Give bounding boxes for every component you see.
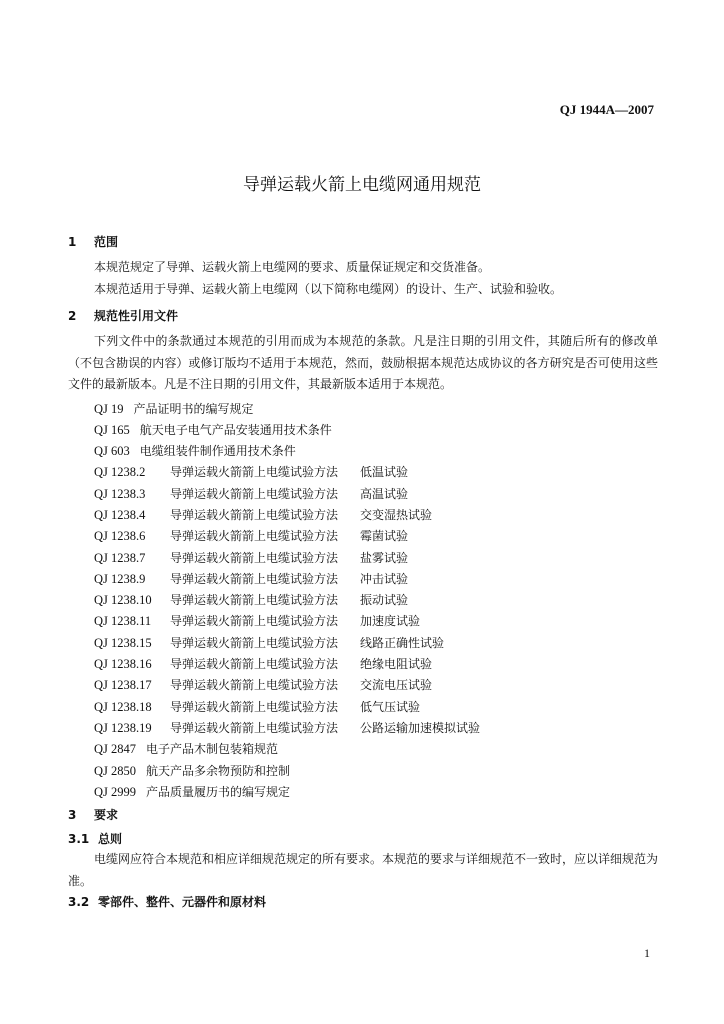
reference-title: 航天电子电气产品安装通用技术条件 <box>139 422 332 437</box>
reference-subtitle: 线路正确性试验 <box>360 635 445 650</box>
page-number: 1 <box>644 946 650 960</box>
reference-item <box>94 548 658 569</box>
reference-item <box>94 462 658 483</box>
reference-item <box>94 633 658 654</box>
reference-subtitle: 交流电压试验 <box>360 678 433 693</box>
subsection-3-1-heading <box>68 829 658 849</box>
reference-item <box>94 761 658 782</box>
section-1-heading <box>68 232 658 252</box>
reference-item <box>94 675 658 696</box>
reference-code: QJ 1238.6 <box>94 529 146 544</box>
reference-item <box>94 782 658 803</box>
section-3-heading <box>68 805 658 825</box>
reference-code: QJ 165 <box>94 422 130 437</box>
subsection-number: 3.2 <box>68 895 90 910</box>
reference-subtitle: 加速度试验 <box>360 614 421 629</box>
reference-title: 航天产品多余物预防和控制 <box>146 763 291 778</box>
reference-title: 导弹运载火箭箭上电缆试验方法 <box>170 465 339 480</box>
reference-subtitle: 公路运输加速模拟试验 <box>360 720 481 735</box>
reference-subtitle: 交变湿热试验 <box>360 507 433 522</box>
reference-code: QJ 1238.7 <box>94 550 146 565</box>
reference-title: 导弹运载火箭箭上电缆试验方法 <box>170 529 339 544</box>
reference-code: QJ 2999 <box>94 784 137 799</box>
section-title: 规范性引用文件 <box>94 309 179 323</box>
reference-list <box>94 399 658 804</box>
paragraph: 本规范适用于导弹、运载火箭上电缆网（以下简称电缆网）的设计、生产、试验和验收。 <box>94 281 563 296</box>
reference-code: QJ 2850 <box>94 763 137 778</box>
reference-code: QJ 1238.18 <box>94 699 152 714</box>
reference-item <box>94 399 658 420</box>
reference-subtitle: 高温试验 <box>360 486 409 501</box>
reference-title: 导弹运载火箭箭上电缆试验方法 <box>170 657 339 672</box>
subsection-3-2-heading <box>68 892 658 912</box>
reference-code: QJ 1238.4 <box>94 507 146 522</box>
reference-title: 导弹运载火箭箭上电缆试验方法 <box>170 699 339 714</box>
reference-title: 电缆组装件制作通用技术条件 <box>139 444 296 459</box>
document-body <box>68 232 658 912</box>
subsection-title: 零部件、整件、元器件和原材料 <box>98 895 267 910</box>
reference-item <box>94 441 658 462</box>
reference-subtitle: 低温试验 <box>360 465 409 480</box>
reference-subtitle: 振动试验 <box>360 593 409 608</box>
reference-code: QJ 603 <box>94 444 130 459</box>
reference-code: QJ 1238.3 <box>94 486 146 501</box>
reference-title: 电子产品木制包装箱规范 <box>146 742 279 757</box>
section-number: 2 <box>68 309 77 323</box>
reference-title: 导弹运载火箭箭上电缆试验方法 <box>170 720 339 735</box>
reference-title: 导弹运载火箭箭上电缆试验方法 <box>170 571 339 586</box>
section-title: 范围 <box>94 235 119 249</box>
section-title: 要求 <box>94 808 119 823</box>
reference-item <box>94 569 658 590</box>
reference-title: 产品证明书的编写规定 <box>133 401 254 416</box>
reference-item <box>94 484 658 505</box>
document-title: 导弹运载火箭上电缆网通用规范 <box>243 175 481 195</box>
section-number: 3 <box>68 808 77 823</box>
reference-subtitle: 冲击试验 <box>360 571 409 586</box>
reference-subtitle: 霉菌试验 <box>360 529 409 544</box>
reference-item <box>94 505 658 526</box>
reference-code: QJ 1238.16 <box>94 657 152 672</box>
reference-code: QJ 2847 <box>94 742 137 757</box>
reference-title: 导弹运载火箭箭上电缆试验方法 <box>170 486 339 501</box>
paragraph: 本规范规定了导弹、运载火箭上电缆网的要求、质量保证规定和交货准备。 <box>94 260 491 274</box>
reference-code: QJ 1238.2 <box>94 465 146 480</box>
reference-title: 导弹运载火箭箭上电缆试验方法 <box>170 635 339 650</box>
reference-item <box>94 697 658 718</box>
reference-code: QJ 1238.9 <box>94 571 146 586</box>
reference-title: 导弹运载火箭箭上电缆试验方法 <box>170 614 339 629</box>
reference-code: QJ 1238.10 <box>94 593 152 608</box>
reference-subtitle: 绝缘电阻试验 <box>360 657 433 672</box>
reference-title: 导弹运载火箭箭上电缆试验方法 <box>170 550 339 565</box>
reference-item <box>94 590 658 611</box>
reference-item <box>94 611 658 632</box>
reference-title: 导弹运载火箭箭上电缆试验方法 <box>170 507 339 522</box>
reference-item <box>94 654 658 675</box>
reference-subtitle: 低气压试验 <box>360 699 421 714</box>
section-2-heading <box>68 306 658 326</box>
reference-title: 产品质量履历书的编写规定 <box>146 784 291 799</box>
reference-title: 导弹运载火箭箭上电缆试验方法 <box>170 678 339 693</box>
reference-code: QJ 1238.11 <box>94 614 152 629</box>
subsection-title: 总则 <box>98 832 123 847</box>
reference-item <box>94 718 658 739</box>
reference-code: QJ 1238.19 <box>94 720 152 735</box>
reference-title: 导弹运载火箭箭上电缆试验方法 <box>170 593 339 608</box>
reference-code: QJ 19 <box>94 401 124 416</box>
subsection-number: 3.1 <box>68 832 90 847</box>
section-number: 1 <box>68 235 77 249</box>
reference-item <box>94 420 658 441</box>
reference-code: QJ 1238.15 <box>94 635 152 650</box>
paragraph: 电缆网应符合本规范和相应详细规范规定的所有要求。本规范的要求与详细规范不一致时，应以详细规范为准。 <box>68 852 659 888</box>
reference-item <box>94 526 658 547</box>
reference-item <box>94 739 658 760</box>
reference-code: QJ 1238.17 <box>94 678 152 693</box>
paragraph: 下列文件中的条款通过本规范的引用而成为本规范的条款。凡是注日期的引用文件，其随后所有的修改单（不包含勘误的内容）或修订版均不适用于本规范，然而，鼓励根据本规范达成协议的各方研究是否可使用这些文件的最新版本。凡是不注日期的引用文件，其最新版本适用于本规范。 <box>68 334 658 391</box>
standard-code: QJ 1944A—2007 <box>559 102 654 117</box>
reference-subtitle: 盐雾试验 <box>360 550 409 565</box>
